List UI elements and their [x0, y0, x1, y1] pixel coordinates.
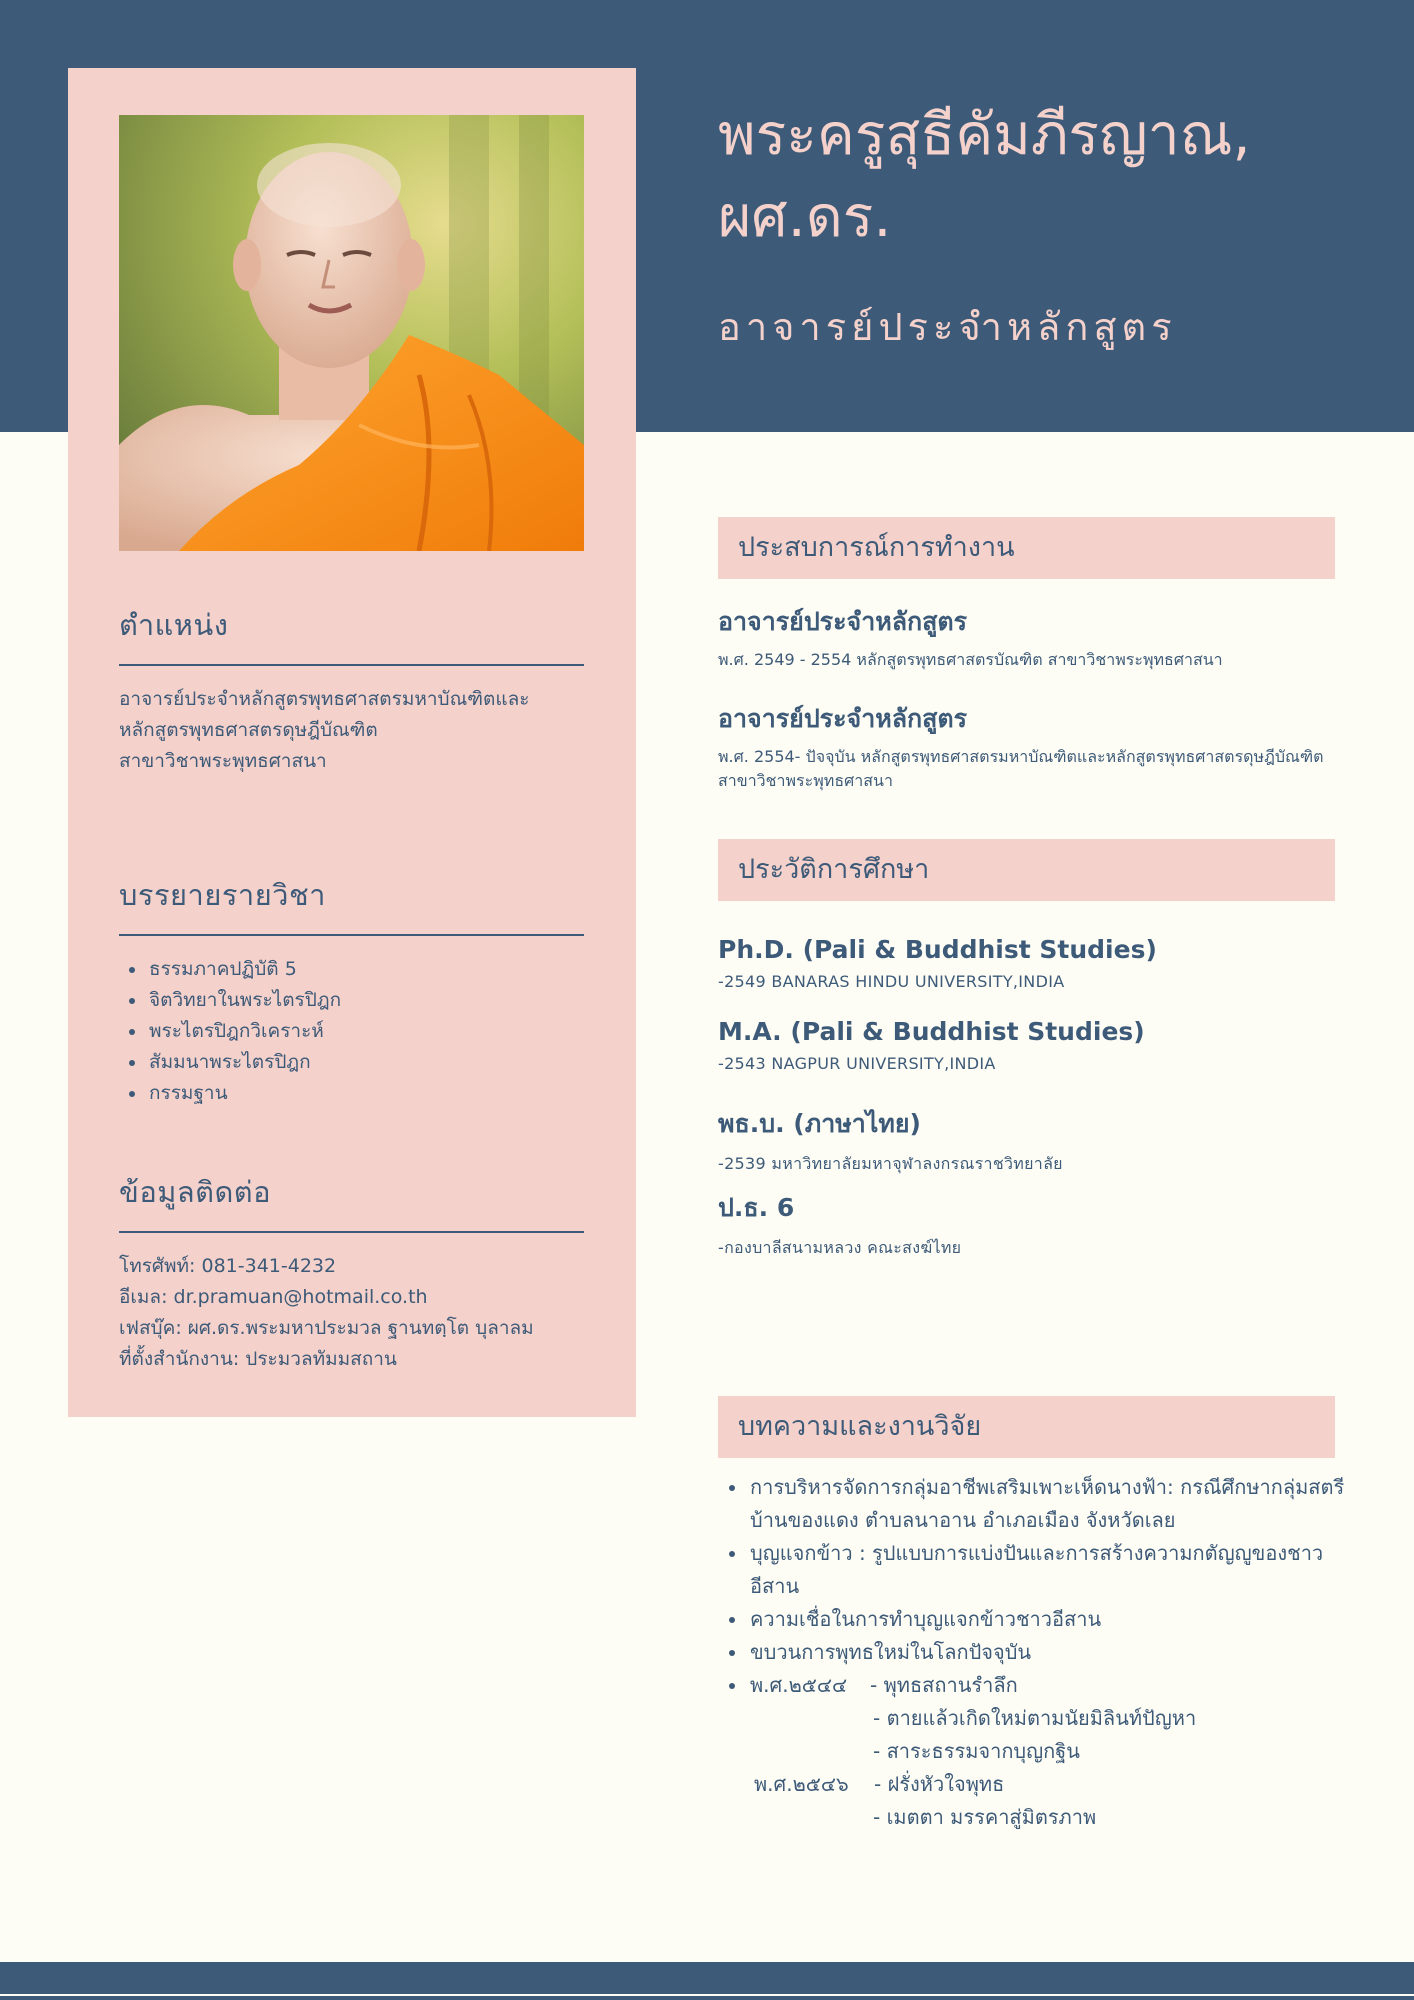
- contact-office: ที่ตั้งสำนักงาน: ประมวลทัมมสถาน: [119, 1348, 397, 1370]
- position-line: หลักสูตรพุทธศาสตรดุษฎีบัณฑิต: [119, 719, 378, 741]
- sidebar-card: [68, 68, 636, 1417]
- education-item: [718, 935, 1343, 991]
- person-role: อาจารย์ประจำหลักสูตร: [718, 305, 1177, 349]
- job-description: พ.ศ. 2549 - 2554 หลักสูตรพุทธศาสตรบัณฑิต สาขาวิชาพระพุทธศาสนา: [718, 650, 1223, 669]
- research-work: - สาระธรรมจากบุญกฐิน: [873, 1739, 1080, 1763]
- contact-heading: ข้อมูลติดต่อ: [119, 1175, 272, 1209]
- job-description: พ.ศ. 2554- ปัจจุบัน หลักสูตรพุทธศาสตรมหาบัณฑิตและหลักสูตรพุทธศาสตรดุษฎีบัณฑิต สาขาวิชาพระพุทธศาสนา: [718, 747, 1324, 790]
- position-line: สาขาวิชาพระพุทธศาสนา: [119, 750, 327, 772]
- research-list: [718, 1471, 1358, 1834]
- degree-detail: -2539 มหาวิทยาลัยมหาจุฬาลงกรณราชวิทยาลัย: [718, 1154, 1063, 1173]
- contact-phone: โทรศัพท์: 081-341-4232: [119, 1255, 337, 1277]
- job-title: อาจารย์ประจำหลักสูตร: [718, 704, 968, 733]
- degree: ป.ธ. 6: [718, 1193, 795, 1222]
- year-label: พ.ศ.๒๕๔๖: [754, 1772, 849, 1796]
- course-item: • สัมมนาพระไตรปิฎก: [147, 1047, 584, 1078]
- research-item: [748, 1669, 1358, 1702]
- research-item: • บุญแจกข้าว : รูปแบบการแบ่งปันและการสร้างความกตัญญูของชาวอีสาน: [748, 1537, 1358, 1603]
- degree: Ph.D. (Pali & Buddhist Studies): [718, 935, 1157, 964]
- research-work: - พุทธสถานรำลึก: [870, 1673, 1018, 1697]
- education-item: [718, 1017, 1343, 1073]
- person-name: [718, 94, 1398, 258]
- name-line-1: พระครูสุธีคัมภีรญาณ,: [718, 102, 1251, 168]
- degree: M.A. (Pali & Buddhist Studies): [718, 1017, 1145, 1046]
- research-work: - ตายแล้วเกิดใหม่ตามนัยมิลินท์ปัญหา: [873, 1706, 1197, 1730]
- research-heading: บทความและงานวิจัย: [718, 1396, 1335, 1458]
- degree-detail: -กองบาลีสนามหลวง คณะสงฆ์ไทย: [718, 1238, 962, 1257]
- contact-facebook: เฟสบุ๊ค: ผศ.ดร.พระมหาประมวล ฐานทตฺโต บุลาลม: [119, 1317, 534, 1339]
- course-item: • ธรรมภาคปฏิบัติ 5: [147, 954, 584, 985]
- job-title: อาจารย์ประจำหลักสูตร: [718, 607, 968, 636]
- position-heading: ตำแหน่ง: [119, 608, 229, 642]
- course-item: • กรรมฐาน: [147, 1078, 584, 1109]
- courses-section: [119, 872, 584, 1109]
- experience-item: [718, 699, 1343, 793]
- divider: [119, 664, 584, 666]
- divider: [119, 1231, 584, 1233]
- degree-detail: -2543 NAGPUR UNIVERSITY,INDIA: [718, 1054, 996, 1073]
- courses-heading: บรรยายรายวิชา: [119, 878, 326, 912]
- research-item: • ขบวนการพุทธใหม่ในโลกปัจจุบัน: [748, 1636, 1358, 1669]
- degree: พธ.บ. (ภาษาไทย): [718, 1109, 921, 1138]
- contact-email: อีเมล: dr.pramuan@hotmail.co.th: [119, 1286, 428, 1308]
- experience-heading: ประสบการณ์การทำงาน: [718, 517, 1335, 579]
- year-label: พ.ศ.๒๕๔๔: [750, 1673, 848, 1697]
- research-item: • การบริหารจัดการกลุ่มอาชีพเสริมเพาะเห็ดนางฟ้า: กรณีศึกษากลุ่มสตรีบ้านของแดง ตำบลนาอาน อำเภอเมือง จังหวัดเลย: [748, 1471, 1358, 1537]
- position-line: อาจารย์ประจำหลักสูตรพุทธศาสตรมหาบัณฑิตและ: [119, 688, 530, 710]
- footer-line: [0, 1994, 1414, 1996]
- education-heading: ประวัติการศึกษา: [718, 839, 1335, 901]
- position-section: [119, 602, 584, 777]
- degree-detail: -2549 BANARAS HINDU UNIVERSITY,INDIA: [718, 972, 1065, 991]
- education-item: [718, 1188, 1343, 1261]
- research-work: - ฝรั่งหัวใจพุทธ: [874, 1772, 1005, 1796]
- experience-item: [718, 602, 1343, 672]
- name-line-2: ผศ.ดร.: [718, 184, 892, 250]
- contact-section: [119, 1169, 584, 1375]
- course-item: • พระไตรปิฎกวิเคราะห์: [147, 1016, 584, 1047]
- divider: [119, 934, 584, 936]
- research-item: • ความเชื่อในการทำบุญแจกข้าวชาวอีสาน: [748, 1603, 1358, 1636]
- education-item: [718, 1104, 1343, 1177]
- research-year-row: [718, 1768, 1358, 1801]
- course-item: • จิตวิทยาในพระไตรปิฎก: [147, 985, 584, 1016]
- portrait-monk-photo-icon: [119, 115, 584, 551]
- research-work: - เมตตา มรรคาสู่มิตรภาพ: [873, 1805, 1097, 1829]
- portrait-photo: [119, 115, 584, 551]
